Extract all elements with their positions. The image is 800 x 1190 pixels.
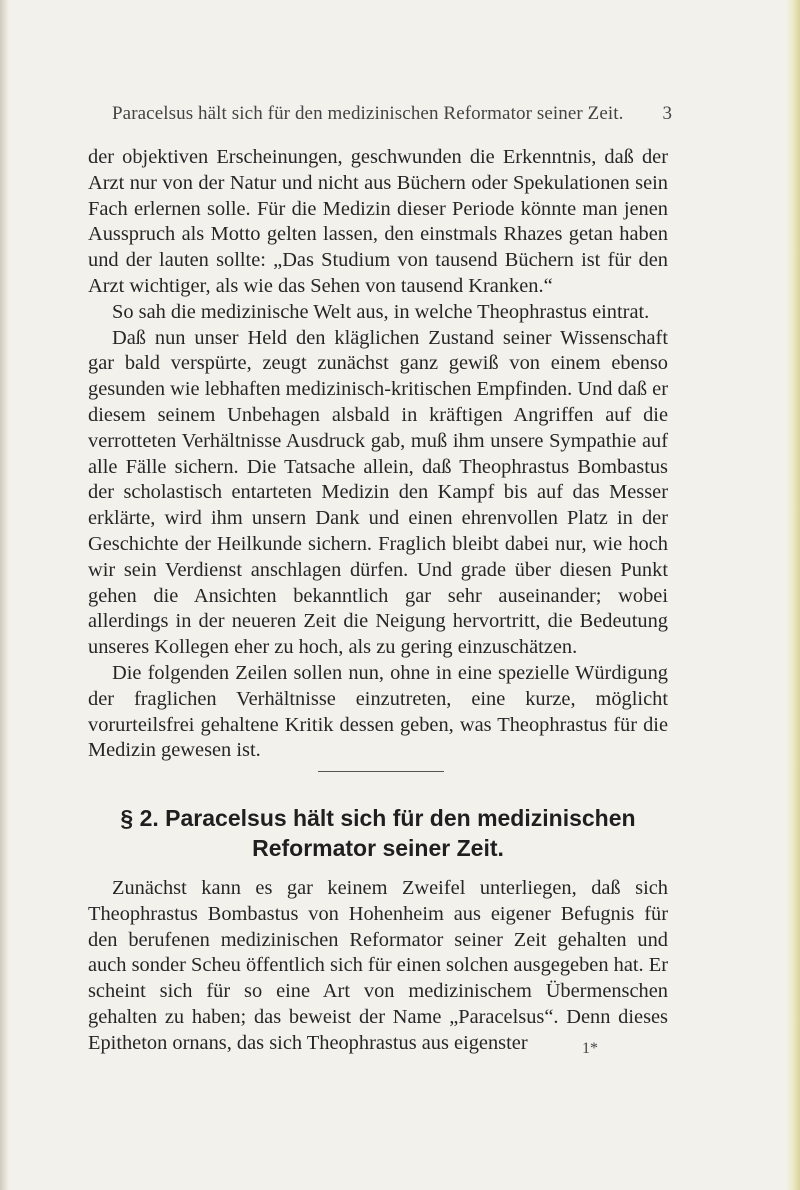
- paragraph-continuation: der objektiven Erscheinungen, geschwunden die Erkenntnis, daß der Arzt nur von der Natur und nicht aus Büchern oder Spekulationen sein Fach erlernen solle. Für die Medizin dieser Periode könnte man jenen Ausspruch als Motto gelten lassen, den einstmals Rhazes getan haben und der lauten sollte: „Das Studium von tausend Büchern ist für den Arzt wichtiger, als wie das Sehen von tausend Kranken.“: [88, 146, 668, 297]
- section-heading-line: § 2. Paracelsus hält sich für den medizinischen: [120, 805, 636, 831]
- paragraph: Daß nun unser Held den kläglichen Zustand seiner Wissenschaft gar bald verspürte, zeugt zunächst ganz gewiß von einem ebenso gesunden wie lebhaften medizinisch-kritischen Empfinden. Und daß er diesem seinem Unbehagen alsbald in kräftigen Angriffen auf die verrotteten Verhältnisse Ausdruck gab, muß ihm unsere Sympathie auf alle Fälle sichern. Die Tatsache allein, daß Theophrastus Bombastus der scholastisch entarteten Medizin den Kampf bis auf das Messer erklärte, wird ihm unsern Dank und einen ehrenvollen Platz in der Geschichte der Heilkunde sichern. Fraglich bleibt dabei nur, wie hoch wir sein Verdienst anschlagen dürfen. Und grade über diesen Punkt gehen die Ansichten bekanntlich gar sehr auseinander; wobei allerdings in der neueren Zeit die Neigung hervortritt, die Bedeutung unseres Kollegen eher zu hoch, als zu gering einzuschätzen.: [88, 326, 668, 659]
- running-head: Paracelsus hält sich für den medizinischen Reformator seiner Zeit.: [112, 103, 624, 124]
- section-divider: [318, 771, 444, 772]
- page-header: [112, 103, 672, 129]
- page-right-edge: [786, 0, 800, 1190]
- body-text: [88, 145, 668, 764]
- section-body: [88, 876, 668, 1057]
- section-heading-line: Reformator seiner Zeit.: [252, 835, 504, 861]
- page-number: 3: [662, 103, 672, 124]
- paragraph: So sah die medizinische Welt aus, in welche Theophrastus eintrat.: [112, 300, 650, 323]
- section-heading: [88, 803, 668, 863]
- paragraph: Zunächst kann es gar keinem Zweifel unterliegen, daß sich Theophrastus Bombastus von Hohenheim aus eigener Befugnis für den berufenen medizinischen Reformator seiner Zeit gehalten und auch sonder Scheu öffentlich sich für einen solchen ausgegeben hat. Er scheint sich für so eine Art von medizinischem Übermenschen gehalten zu haben; das beweist der Name „Paracelsus“. Denn dieses Epitheton ornans, das sich Theophrastus aus eigenster: [88, 877, 668, 1054]
- signature-mark: 1*: [582, 1040, 598, 1057]
- page-left-edge: [0, 0, 9, 1190]
- paragraph: Die folgenden Zeilen sollen nun, ohne in eine spezielle Würdigung der fraglichen Verhältnisse einzutreten, eine kurze, möglicht vorurteilsfrei gehaltene Kritik dessen geben, was Theophrastus für die Medizin gewesen ist.: [88, 661, 668, 762]
